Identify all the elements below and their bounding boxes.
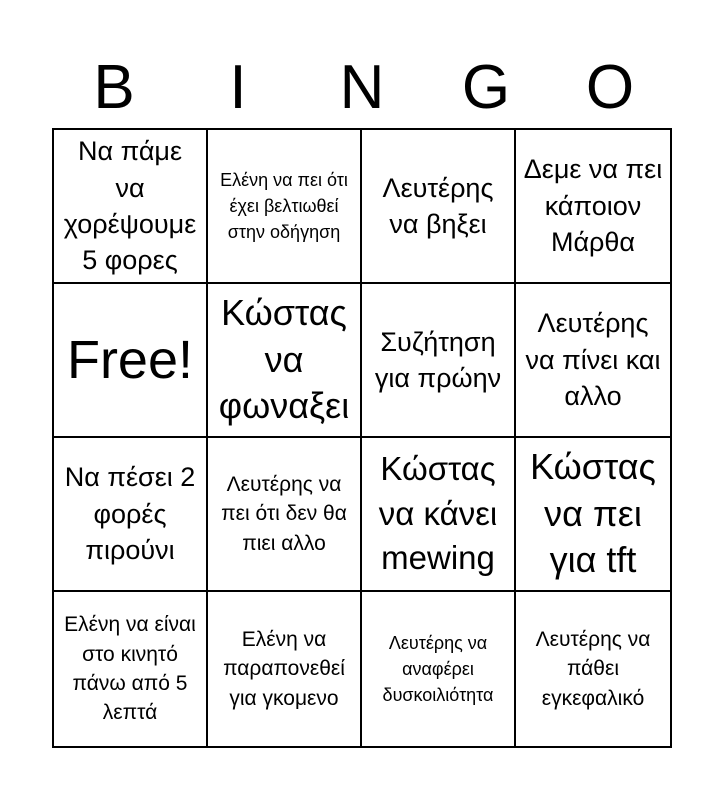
bingo-cell[interactable]: Να πάμε να χορέψουμε 5 φορες [54,130,208,284]
header-letter-i: I [229,53,247,122]
free-cell[interactable]: Free! [54,284,208,438]
bingo-cell[interactable]: Λευτέρης να πίνει και αλλο [516,284,670,438]
bingo-cell[interactable]: Δεμε να πει κάποιον Μάρθα [516,130,670,284]
bingo-board [52,128,672,748]
bingo-cell[interactable]: Κώστας να πει για tft [516,438,670,592]
bingo-header [52,48,672,128]
bingo-cell[interactable]: Λευτέρης να βηξει [362,130,516,284]
bingo-cell[interactable]: Ελένη να πει ότι έχει βελτιωθεί στην οδήγηση [208,130,362,284]
bingo-cell[interactable]: Κώστας να φωναξει [208,284,362,438]
bingo-cell[interactable]: Λευτέρης να αναφέρει δυσκοιλιότητα [362,592,516,746]
header-letter-b: B [93,53,135,122]
bingo-cell[interactable]: Λευτέρης να πει ότι δεν θα πιει αλλο [208,438,362,592]
bingo-cell[interactable]: Λευτέρης να πάθει εγκεφαλικό [535,627,651,710]
bingo-cell[interactable]: Συζήτηση για πρώην [362,284,516,438]
bingo-cell[interactable]: Ελένη να παραπονεθεί για γκομενο [208,592,362,746]
bingo-cell[interactable]: Να πέσει 2 φορές πιρούνι [54,438,208,592]
header-letter-n: N [339,53,385,122]
bingo-cell[interactable]: Ελένη να είναι στο κινητό πάνω από 5 λεπτά [54,592,208,746]
bingo-cell[interactable]: Κώστας να κάνει mewing [362,438,516,592]
header-letter-g: G [461,53,511,122]
header-letter-o: O [585,53,635,122]
